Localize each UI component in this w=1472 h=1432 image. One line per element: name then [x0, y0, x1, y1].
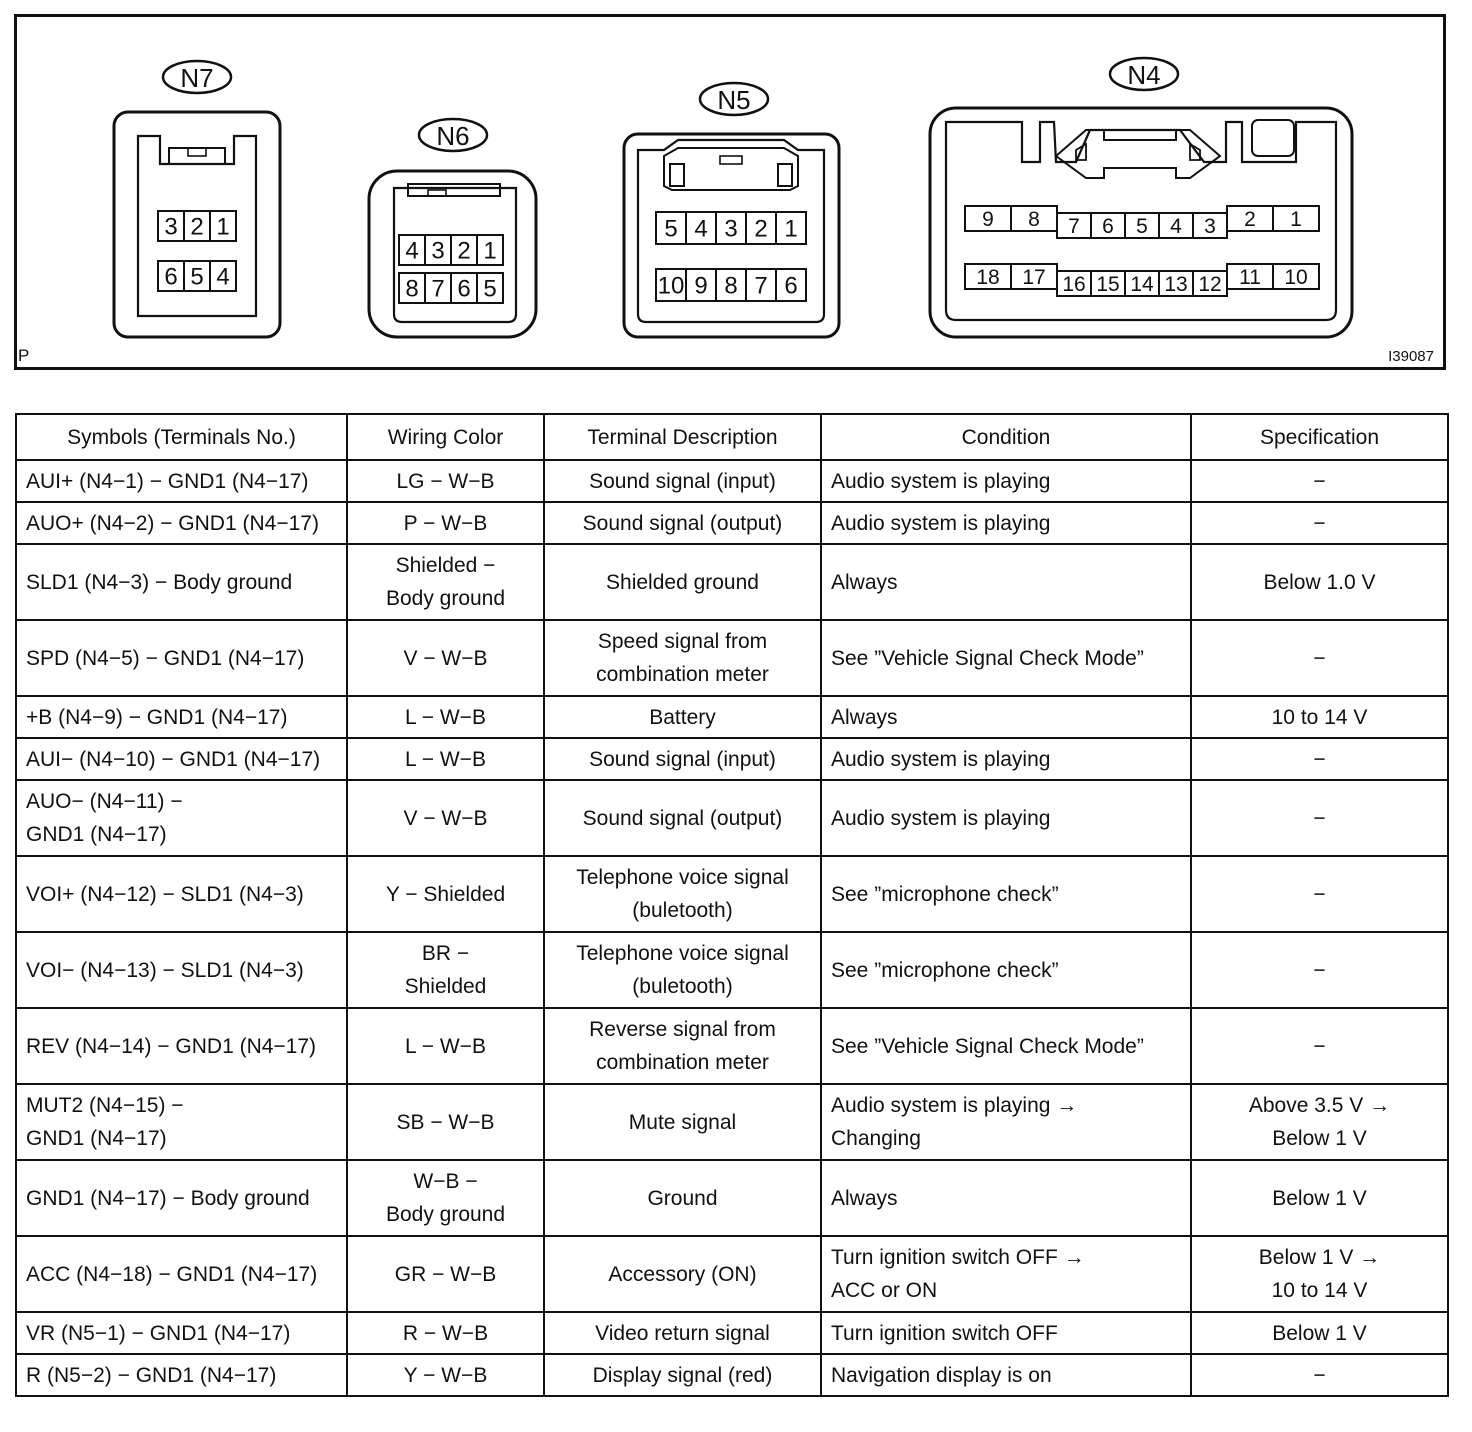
connector-n7-pins — [158, 211, 236, 291]
connector-n7 — [114, 61, 280, 337]
description-cell — [544, 1160, 821, 1236]
pin-number: 1 — [784, 215, 798, 243]
description-cell — [544, 856, 821, 932]
wiring-color-cell-text: V − W−B — [403, 806, 488, 830]
description-cell — [544, 1312, 821, 1354]
pin-number: 18 — [976, 266, 1000, 290]
condition-cell-text: See ”microphone check” — [831, 882, 1059, 906]
symbol-cell — [16, 544, 347, 620]
specification-cell-text: Below 1 V → 10 to 14 V — [1258, 1246, 1381, 1302]
wiring-color-cell — [347, 620, 544, 696]
condition-cell-text: Audio system is playing → Changing — [831, 1094, 1078, 1150]
pin-number: 6 — [784, 272, 798, 300]
condition-cell — [821, 932, 1191, 1008]
connector-n6-label: N6 — [436, 121, 470, 151]
symbol-cell — [16, 1084, 347, 1160]
pin-number: 10 — [657, 272, 685, 300]
pin-number: 5 — [1136, 215, 1148, 239]
condition-cell-text: Audio system is playing — [831, 806, 1051, 830]
symbol-cell-text: AUI− (N4−10) − GND1 (N4−17) — [26, 747, 321, 771]
description-cell-text: Mute signal — [628, 1110, 737, 1134]
description-cell — [544, 696, 821, 738]
condition-cell-text: Navigation display is on — [831, 1363, 1052, 1387]
wiring-color-cell-text: R − W−B — [402, 1321, 489, 1345]
specification-cell-text: − — [1313, 1363, 1326, 1387]
pin-number: 17 — [1022, 266, 1046, 290]
description-cell — [544, 544, 821, 620]
specification-cell — [1191, 544, 1448, 620]
pin-number: 6 — [1102, 215, 1114, 239]
specification-cell-text: − — [1313, 806, 1326, 830]
condition-cell-text: See ”Vehicle Signal Check Mode” — [831, 1034, 1144, 1058]
connector-n7-label: N7 — [180, 63, 214, 93]
symbol-cell-text: SPD (N4−5) − GND1 (N4−17) — [26, 646, 305, 670]
condition-cell — [821, 856, 1191, 932]
wiring-color-cell — [347, 1160, 544, 1236]
wiring-color-cell-text: Shielded − Body ground — [385, 554, 506, 610]
description-cell-text: Sound signal (input) — [589, 747, 776, 771]
description-cell — [544, 1084, 821, 1160]
symbol-cell-text: ACC (N4−18) − GND1 (N4−17) — [26, 1262, 318, 1286]
table-row — [16, 544, 1448, 620]
pin-number: 5 — [664, 215, 678, 243]
specification-cell-text: Above 3.5 V → Below 1 V — [1248, 1094, 1391, 1150]
table-row — [16, 780, 1448, 856]
condition-cell — [821, 460, 1191, 502]
specification-cell-text: − — [1313, 958, 1326, 982]
symbol-cell-text: AUO+ (N4−2) − GND1 (N4−17) — [26, 511, 319, 535]
condition-cell — [821, 544, 1191, 620]
specification-cell-text: − — [1313, 747, 1326, 771]
symbol-cell — [16, 696, 347, 738]
description-cell-text: Sound signal (output) — [582, 806, 783, 830]
connector-n4-guide — [1252, 120, 1294, 156]
symbol-cell — [16, 1008, 347, 1084]
condition-cell — [821, 1236, 1191, 1312]
description-cell-text: Battery — [649, 705, 716, 729]
description-cell — [544, 502, 821, 544]
wiring-color-cell — [347, 696, 544, 738]
specification-cell — [1191, 696, 1448, 738]
pin-number: 3 — [1204, 215, 1216, 239]
pin-number: 9 — [694, 272, 708, 300]
pin-number: 16 — [1062, 273, 1086, 297]
condition-cell — [821, 1084, 1191, 1160]
pin-number: 8 — [405, 275, 419, 303]
symbol-cell-text: REV (N4−14) − GND1 (N4−17) — [26, 1034, 317, 1058]
symbol-cell-text: VOI+ (N4−12) − SLD1 (N4−3) — [26, 882, 304, 906]
condition-cell — [821, 780, 1191, 856]
condition-cell — [821, 620, 1191, 696]
description-cell-text: Telephone voice signal (buletooth) — [576, 866, 789, 922]
pin-number: 4 — [405, 237, 419, 265]
wiring-color-cell-text: L − W−B — [405, 1034, 486, 1058]
header-symbols: Symbols (Terminals No.) — [16, 414, 347, 460]
wiring-color-cell-text: V − W−B — [403, 646, 488, 670]
table-row — [16, 1008, 1448, 1084]
condition-cell — [821, 1354, 1191, 1396]
connector-n7-latch-tab — [188, 148, 206, 156]
specification-cell — [1191, 1160, 1448, 1236]
condition-cell-text: Turn ignition switch OFF — [831, 1321, 1058, 1345]
connector-n4-pins — [965, 206, 1319, 296]
connector-n4-label: N4 — [1127, 60, 1161, 90]
figure-id: I39087 — [1388, 348, 1434, 365]
condition-cell-text: Turn ignition switch OFF → ACC or ON — [831, 1246, 1085, 1302]
connector-diagram — [14, 14, 1446, 370]
description-cell-text: Sound signal (input) — [589, 469, 776, 493]
description-cell — [544, 780, 821, 856]
pin-number: 1 — [216, 213, 230, 241]
wiring-color-cell — [347, 856, 544, 932]
symbol-cell — [16, 738, 347, 780]
condition-cell — [821, 1008, 1191, 1084]
pin-number: 3 — [164, 213, 178, 241]
condition-cell — [821, 502, 1191, 544]
wiring-color-cell — [347, 1008, 544, 1084]
pin-number: 2 — [190, 213, 204, 241]
pin-number: 5 — [190, 263, 204, 291]
wiring-color-cell — [347, 1084, 544, 1160]
condition-cell-text: See ”Vehicle Signal Check Mode” — [831, 646, 1144, 670]
specification-cell-text: 10 to 14 V — [1271, 705, 1368, 729]
description-cell — [544, 620, 821, 696]
condition-cell — [821, 1312, 1191, 1354]
table-row — [16, 932, 1448, 1008]
symbol-cell — [16, 1354, 347, 1396]
pin-number: 2 — [1244, 208, 1256, 232]
connector-n5-pins — [656, 212, 806, 301]
connector-n6-latch — [408, 184, 500, 196]
condition-cell — [821, 696, 1191, 738]
symbol-cell — [16, 460, 347, 502]
connector-diagram-svg — [14, 14, 1446, 370]
symbol-cell-text: R (N5−2) − GND1 (N4−17) — [26, 1363, 277, 1387]
symbol-cell-text: MUT2 (N4−15) − GND1 (N4−17) — [26, 1094, 184, 1150]
connector-n5 — [624, 83, 839, 337]
connector-n5-lock-right — [778, 164, 792, 186]
specification-cell — [1191, 620, 1448, 696]
header-wiring-color: Wiring Color — [347, 414, 544, 460]
pin-number: 3 — [431, 237, 445, 265]
pin-number: 4 — [694, 215, 708, 243]
table-row — [16, 1084, 1448, 1160]
specification-cell — [1191, 780, 1448, 856]
specification-cell-text: Below 1 V — [1272, 1186, 1367, 1210]
symbol-cell — [16, 502, 347, 544]
pin-number: 2 — [754, 215, 768, 243]
description-cell-text: Speed signal from combination meter — [596, 630, 769, 686]
pin-number: 11 — [1239, 266, 1261, 290]
pin-number: 7 — [431, 275, 445, 303]
pin-number: 2 — [457, 237, 471, 265]
table-row — [16, 1236, 1448, 1312]
condition-cell-text: See ”microphone check” — [831, 958, 1059, 982]
pin-number: 1 — [483, 237, 497, 265]
condition-cell-text: Always — [831, 570, 898, 594]
symbol-cell-text: +B (N4−9) − GND1 (N4−17) — [26, 705, 288, 729]
wiring-color-cell — [347, 932, 544, 1008]
connector-n5-latch-tab — [720, 156, 742, 164]
header-condition: Condition — [821, 414, 1191, 460]
pin-number: 6 — [457, 275, 471, 303]
specification-cell-text: − — [1313, 882, 1326, 906]
specification-cell — [1191, 1312, 1448, 1354]
wiring-color-cell-text: P − W−B — [403, 511, 488, 535]
pin-number: 4 — [216, 263, 230, 291]
pin-number: 5 — [483, 275, 497, 303]
terminal-spec-table — [15, 413, 1449, 1397]
table-row — [16, 460, 1448, 502]
specification-cell — [1191, 1354, 1448, 1396]
description-cell-text: Ground — [647, 1186, 718, 1210]
symbol-cell-text: AUO− (N4−11) − GND1 (N4−17) — [26, 790, 183, 846]
table-body — [16, 460, 1448, 1396]
wiring-color-cell-text: LG − W−B — [396, 469, 495, 493]
description-cell — [544, 738, 821, 780]
specification-cell — [1191, 856, 1448, 932]
specification-cell-text: Below 1 V — [1272, 1321, 1367, 1345]
connector-n6-pins — [399, 235, 503, 303]
specification-cell-text: − — [1313, 511, 1326, 535]
description-cell — [544, 932, 821, 1008]
wiring-color-cell — [347, 1236, 544, 1312]
symbol-cell-text: VOI− (N4−13) − SLD1 (N4−3) — [26, 958, 304, 982]
table-row — [16, 738, 1448, 780]
description-cell-text: Shielded ground — [606, 570, 759, 594]
specification-cell — [1191, 502, 1448, 544]
wiring-color-cell-text: Y − W−B — [403, 1363, 488, 1387]
connector-n5-lock-left — [670, 164, 684, 186]
condition-cell-text: Audio system is playing — [831, 511, 1051, 535]
table-row — [16, 1160, 1448, 1236]
symbol-cell — [16, 1236, 347, 1312]
wiring-color-cell-text: BR − Shielded — [404, 942, 487, 998]
pin-number: 6 — [164, 263, 178, 291]
wiring-color-cell — [347, 502, 544, 544]
connector-n5-label: N5 — [717, 85, 751, 115]
wiring-color-cell — [347, 780, 544, 856]
description-cell-text: Reverse signal from combination meter — [589, 1018, 776, 1074]
specification-cell-text: − — [1313, 1034, 1326, 1058]
symbol-cell — [16, 856, 347, 932]
wiring-color-cell — [347, 1354, 544, 1396]
specification-cell — [1191, 1236, 1448, 1312]
condition-cell-text: Audio system is playing — [831, 469, 1051, 493]
specification-cell — [1191, 1084, 1448, 1160]
wiring-color-cell-text: SB − W−B — [396, 1110, 495, 1134]
description-cell — [544, 1008, 821, 1084]
symbol-cell — [16, 1312, 347, 1354]
symbol-cell — [16, 1160, 347, 1236]
table-header-row — [16, 414, 1448, 460]
pin-number: 1 — [1290, 208, 1302, 232]
condition-cell-text: Always — [831, 705, 898, 729]
pin-number: 12 — [1198, 273, 1222, 297]
description-cell-text: Display signal (red) — [592, 1363, 773, 1387]
corner-label: P — [18, 346, 30, 365]
table-row — [16, 620, 1448, 696]
specification-cell — [1191, 1008, 1448, 1084]
pin-number: 4 — [1170, 215, 1182, 239]
description-cell — [544, 1354, 821, 1396]
table-row — [16, 1312, 1448, 1354]
wiring-color-cell — [347, 544, 544, 620]
pin-number: 13 — [1164, 273, 1188, 297]
header-terminal-description: Terminal Description — [544, 414, 821, 460]
wiring-color-cell-text: W−B − Body ground — [385, 1170, 506, 1226]
wiring-color-cell — [347, 738, 544, 780]
specification-cell — [1191, 738, 1448, 780]
description-cell — [544, 1236, 821, 1312]
table-row — [16, 1354, 1448, 1396]
wiring-color-cell-text: Y − Shielded — [385, 882, 506, 906]
description-cell-text: Accessory (ON) — [608, 1262, 757, 1286]
specification-cell-text: − — [1313, 469, 1326, 493]
pin-number: 14 — [1130, 273, 1154, 297]
pin-number: 8 — [724, 272, 738, 300]
pin-number: 7 — [1068, 215, 1080, 239]
connector-n6 — [369, 119, 536, 337]
pin-number: 15 — [1096, 273, 1120, 297]
symbol-cell-text: VR (N5−1) − GND1 (N4−17) — [26, 1321, 291, 1345]
specification-cell-text: Below 1.0 V — [1263, 570, 1376, 594]
condition-cell-text: Audio system is playing — [831, 747, 1051, 771]
specification-cell — [1191, 460, 1448, 502]
wiring-color-cell — [347, 1312, 544, 1354]
wiring-color-cell-text: L − W−B — [405, 705, 486, 729]
pin-number: 8 — [1028, 208, 1040, 232]
symbol-cell-text: GND1 (N4−17) − Body ground — [26, 1186, 310, 1210]
wiring-color-cell-text: L − W−B — [405, 747, 486, 771]
condition-cell — [821, 1160, 1191, 1236]
symbol-cell — [16, 932, 347, 1008]
pin-number: 10 — [1284, 266, 1308, 290]
symbol-cell — [16, 620, 347, 696]
condition-cell — [821, 738, 1191, 780]
description-cell — [544, 460, 821, 502]
description-cell-text: Telephone voice signal (buletooth) — [576, 942, 789, 998]
wiring-color-cell — [347, 460, 544, 502]
condition-cell-text: Always — [831, 1186, 898, 1210]
specification-cell-text: − — [1313, 646, 1326, 670]
connector-n4 — [930, 58, 1352, 337]
wiring-color-cell-text: GR − W−B — [394, 1262, 497, 1286]
table-row — [16, 856, 1448, 932]
pin-number: 7 — [754, 272, 768, 300]
symbol-cell — [16, 780, 347, 856]
pin-number: 9 — [982, 208, 994, 232]
header-specification: Specification — [1191, 414, 1448, 460]
symbol-cell-text: SLD1 (N4−3) − Body ground — [26, 570, 293, 594]
table-row — [16, 502, 1448, 544]
pin-number: 3 — [724, 215, 738, 243]
specification-cell — [1191, 932, 1448, 1008]
table-row — [16, 696, 1448, 738]
description-cell-text: Sound signal (output) — [582, 511, 783, 535]
symbol-cell-text: AUI+ (N4−1) − GND1 (N4−17) — [26, 469, 309, 493]
description-cell-text: Video return signal — [595, 1321, 770, 1345]
